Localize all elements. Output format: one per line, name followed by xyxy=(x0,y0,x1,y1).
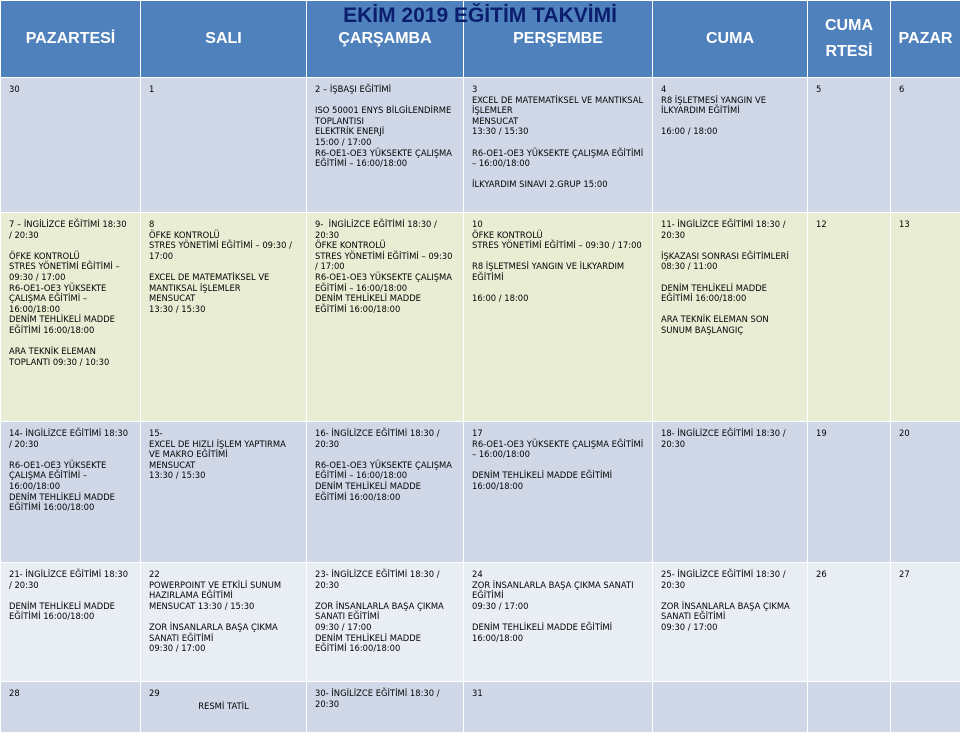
day-cell: 19 xyxy=(808,422,891,563)
week-row xyxy=(1,563,960,682)
day-cell: 10 ÖFKE KONTROLÜ STRES YÖNETİMİ EĞİTİMİ – 09:30 / 17:00 R8 İŞLETMESİ YANGIN VE İLKYARDIM EĞİTİMİ 16:00 / 18:00 xyxy=(464,213,653,422)
day-cell: 2 – İŞBAŞI EĞİTİMİ ISO 50001 ENYS BİLGİLENDİRME TOPLANTISI ELEKTRİK ENERJİ 15:00 / 17:00 R6-OE1-OE3 YÜKSEKTE ÇALIŞMA EĞİTİMİ – 16:00/18:00 xyxy=(307,78,464,213)
day-header-thursday: PERŞEMBE xyxy=(464,1,653,78)
day-header-saturday: CUMA RTESİ xyxy=(808,1,891,78)
day-cell: 5 xyxy=(808,78,891,213)
day-cell: 25- İNGİLİZCE EĞİTİMİ 18:30 / 20:30 ZOR İNSANLARLA BAŞA ÇIKMA SANATI EĞİTİMİ 09:30 / 17:00 xyxy=(653,563,808,682)
day-cell xyxy=(141,682,307,733)
day-cell: 28 xyxy=(1,682,141,733)
day-cell: 27 xyxy=(891,563,960,682)
week-row xyxy=(1,682,960,733)
day-cell: 14- İNGİLİZCE EĞİTİMİ 18:30 / 20:30 R6-OE1-OE3 YÜKSEKTE ÇALIŞMA EĞİTİMİ – 16:00/18:00 DENİM TEHLİKELİ MADDE EĞİTİMİ 16:00/18:00 xyxy=(1,422,141,563)
week-row xyxy=(1,78,960,213)
day-header-monday: PAZARTESİ xyxy=(1,1,141,78)
day-cell: 9- İNGİLİZCE EĞİTİMİ 18:30 / 20:30 ÖFKE KONTROLÜ STRES YÖNETİMİ EĞİTİMİ – 09:30 / 17:00 R6-OE1-OE3 YÜKSEKTE ÇALIŞMA EĞİTİMİ – 16:00/18:00 DENİM TEHLİKELİ MADDE EĞİTİMİ 16:00/18:00 xyxy=(307,213,464,422)
day-cell: 4 R8 İŞLETMESİ YANGIN VE İLKYARDIM EĞİTİMİ 16:00 / 18:00 xyxy=(653,78,808,213)
holiday-note: RESMİ TATİL xyxy=(149,699,298,712)
day-cell: 24 ZOR İNSANLARLA BAŞA ÇIKMA SANATI EĞİTİMİ 09:30 / 17:00 DENİM TEHLİKELİ MADDE EĞİTİMİ 16:00/18:00 xyxy=(464,563,653,682)
day-cell: 17 R6-OE1-OE3 YÜKSEKTE ÇALIŞMA EĞİTİMİ – 16:00/18:00 DENİM TEHLİKELİ MADDE EĞİTİMİ 16:00/18:00 xyxy=(464,422,653,563)
day-cell: 20 xyxy=(891,422,960,563)
day-header-wednesday: ÇARŞAMBA xyxy=(307,1,464,78)
day-number: 29 xyxy=(149,688,160,698)
day-cell xyxy=(808,682,891,733)
day-cell: 11- İNGİLİZCE EĞİTİMİ 18:30 / 20:30 İŞKAZASI SONRASI EĞİTİMLERİ 08:30 / 11:00 DENİM TEHLİKELİ MADDE EĞİTİMİ 16:00/18:00 ARA TEKNİK ELEMAN SON SUNUM BAŞLANGIÇ xyxy=(653,213,808,422)
day-header-tuesday: SALI xyxy=(141,1,307,78)
day-header-friday: CUMA xyxy=(653,1,808,78)
day-header-sunday: PAZAR xyxy=(891,1,960,78)
day-cell: 26 xyxy=(808,563,891,682)
day-cell: 8 ÖFKE KONTROLÜ STRES YÖNETİMİ EĞİTİMİ – 09:30 / 17:00 EXCEL DE MATEMATİKSEL VE MANTIKSAL İŞLEMLER MENSUCAT 13:30 / 15:30 xyxy=(141,213,307,422)
day-cell xyxy=(891,682,960,733)
day-cell: 12 xyxy=(808,213,891,422)
day-cell: 30- İNGİLİZCE EĞİTİMİ 18:30 / 20:30 xyxy=(307,682,464,733)
day-cell: 22 POWERPOINT VE ETKİLİ SUNUM HAZIRLAMA EĞİTİMİ MENSUCAT 13:30 / 15:30 ZOR İNSANLARLA BAŞA ÇIKMA SANATI EĞİTİMİ 09:30 / 17:00 xyxy=(141,563,307,682)
day-cell: 3 EXCEL DE MATEMATİKSEL VE MANTIKSAL İŞLEMLER MENSUCAT 13:30 / 15:30 R6-OE1-OE3 YÜKSEKTE ÇALIŞMA EĞİTİMİ – 16:00/18:00 İLKYARDIM SINAVI 2.GRUP 15:00 xyxy=(464,78,653,213)
day-cell xyxy=(653,682,808,733)
week-row xyxy=(1,422,960,563)
day-cell: 31 xyxy=(464,682,653,733)
day-cell: 7 – İNGİLİZCE EĞİTİMİ 18:30 / 20:30 ÖFKE KONTROLÜ STRES YÖNETİMİ EĞİTİMİ – 09:30 / 17:00 R6-OE1-OE3 YÜKSEKTE ÇALIŞMA EĞİTİMİ – 16:00/18:00 DENİM TEHLİKELİ MADDE EĞİTİMİ 16:00/18:00 ARA TEKNİK ELEMAN TOPLANTI 09:30 / 10:30 xyxy=(1,213,141,422)
week-row xyxy=(1,213,960,422)
day-cell: 23- İNGİLİZCE EĞİTİMİ 18:30 / 20:30 ZOR İNSANLARLA BAŞA ÇIKMA SANATI EĞİTİMİ 09:30 / 17:00 DENİM TEHLİKELİ MADDE EĞİTİMİ 16:00/18:00 xyxy=(307,563,464,682)
day-cell: 15- EXCEL DE HIZLI İŞLEM YAPTIRMA VE MAKRO EĞİTİMİ MENSUCAT 13:30 / 15:30 xyxy=(141,422,307,563)
day-cell: 16- İNGİLİZCE EĞİTİMİ 18:30 / 20:30 R6-OE1-OE3 YÜKSEKTE ÇALIŞMA EĞİTİMİ – 16:00/18:00 DENİM TEHLİKELİ MADDE EĞİTİMİ 16:00/18:00 xyxy=(307,422,464,563)
day-cell: 18- İNGİLİZCE EĞİTİMİ 18:30 / 20:30 xyxy=(653,422,808,563)
day-cell: 30 xyxy=(1,78,141,213)
day-cell: 1 xyxy=(141,78,307,213)
day-cell: 13 xyxy=(891,213,960,422)
page-title: EKİM 2019 EĞİTİM TAKVİMİ xyxy=(0,4,960,28)
day-cell: 6 xyxy=(891,78,960,213)
day-cell: 21- İNGİLİZCE EĞİTİMİ 18:30 / 20:30 DENİM TEHLİKELİ MADDE EĞİTİMİ 16:00/18:00 xyxy=(1,563,141,682)
